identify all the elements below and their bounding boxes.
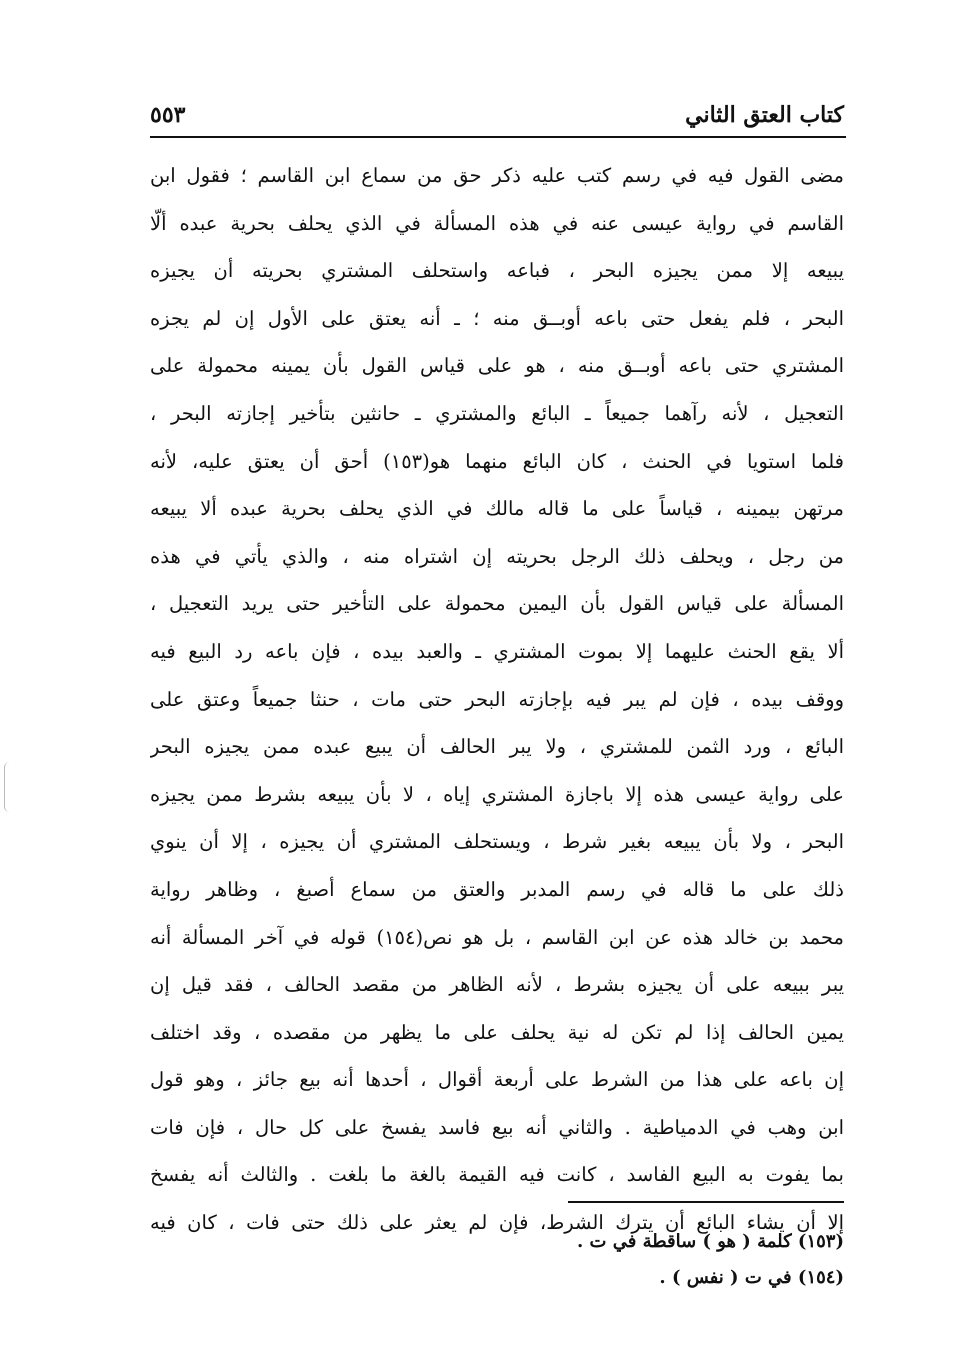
text-line: ابن وهب في الدمياطية . والثاني أنه بيع فاسد يفسخ على كل حال ، فإن فات bbox=[150, 1115, 844, 1139]
text-line: البحر ، فلم يفعل حتى باعه أوبــق منه ؛ ـ أنه يعتق على الأول إن لم يجزه bbox=[150, 306, 844, 330]
text-line: على رواية عيسى هذه إلا باجازة المشتري إياه ، لا بأن يبيعه بشرط ممن يجيزه bbox=[150, 782, 844, 806]
text-line: ووقف بيده ، فإن لم يبر فيه بإجازته البحر حتى مات ، حنثا جميعاً وعتق على bbox=[150, 687, 844, 711]
footnotes bbox=[150, 1224, 844, 1296]
text-line: مرتهن بيمينه ، قياساً على ما قاله مالك في الذي يحلف بحرية عبده ألا يبيعه bbox=[150, 497, 844, 521]
page-number: ٥٥٣ bbox=[150, 102, 186, 128]
text-line: يمين الحالف إذا لم تكن له نية يحلف على ما يظهر من مقصده ، وقد اختلف bbox=[150, 1020, 844, 1044]
text-line: يبر ببيعه على أن يجيزه بشرط ، لأنه الظاهر من مقصد الحالف ، فقد قيل إن bbox=[150, 973, 844, 997]
text-line: إن باعه على هذا من الشرط على أربعة أقوال ، أحدها أنه بيع جائز ، وهو قول bbox=[150, 1068, 844, 1092]
text-line: محمد بن خالد هذه عن ابن القاسم ، بل هو نص(١٥٤) قوله في آخر المسألة أنه bbox=[150, 925, 844, 949]
footnote-154: (١٥٤) في ت ( نفس ) . bbox=[659, 1267, 844, 1288]
text-line: القاسم في رواية عيسى عنه في هذه المسألة في الذي يحلف بحرية عبده ألّا bbox=[150, 211, 844, 235]
page-header bbox=[150, 102, 844, 138]
scan-margin-mark bbox=[4, 762, 15, 812]
footnote-divider bbox=[568, 1201, 844, 1203]
text-line: البحر ، ولا بأن يبيعه بغير شرط ، ويستحلف المشتري أن يجيزه ، إلا أن ينوي bbox=[150, 830, 844, 854]
footnote-153: (١٥٣) كلمة ( هو ) ساقطة في ت . bbox=[576, 1231, 844, 1252]
text-line: إلا أن يشاء البائع أن يترك الشرط، فإن لم يعثر على ذلك حتى فات ، كان فيه bbox=[150, 1211, 844, 1235]
running-title: كتاب العتق الثاني bbox=[685, 102, 844, 128]
text-line: يبيعه إلا ممن يجيزه البحر ، فباعه واستحلف المشتري بحريته أن يجيزه bbox=[150, 259, 844, 283]
text-line: بما يفوت به البيع الفاسد ، كانت فيه القيمة بالغة ما بلغت . والثالث أنه يفسخ bbox=[150, 1163, 844, 1187]
text-line: مضى القول فيه في رسم كتب عليه ذكر حق من سماع ابن القاسم ؛ فقول ابن bbox=[150, 164, 844, 187]
text-line: المشتري حتى باعه أوبــق منه ، هو على قياس القول بأن يمينه محمولة على bbox=[150, 354, 844, 378]
text-line: البائع ، ورد الثمن للمشتري ، ولا يبر الحالف أن يبيع عبده ممن يجيزه البحر bbox=[150, 735, 844, 759]
text-line: التعجيل ، لأنه رآهما جميعاً ـ البائع والمشتري ـ حانثين بتأخير إجازته البحر ، bbox=[150, 401, 844, 425]
text-line: ذلك على ما قاله في رسم المدبر والعتق من سماع أصبغ ، وظاهر رواية bbox=[150, 877, 844, 901]
text-line: ألا يقع الحنث عليهما إلا بموت المشتري ـ والعبد بيده ، فإن باعه رد البيع فيه bbox=[150, 639, 844, 663]
text-line: من رجل ، ويحلف ذلك الرجل بحريته إن اشتراه منه ، والذي يأتي في هذه bbox=[150, 544, 844, 568]
header-divider bbox=[150, 136, 846, 138]
text-line: فلما استويا في الحنث ، كان البائع منهما هو(١٥٣) أحق أن يعتق عليه، لأنه bbox=[150, 449, 844, 473]
text-line: المسألة على قياس القول بأن اليمين محمولة على التأخير حتى يريد التعجيل ، bbox=[150, 592, 844, 616]
body-text bbox=[150, 152, 844, 1247]
